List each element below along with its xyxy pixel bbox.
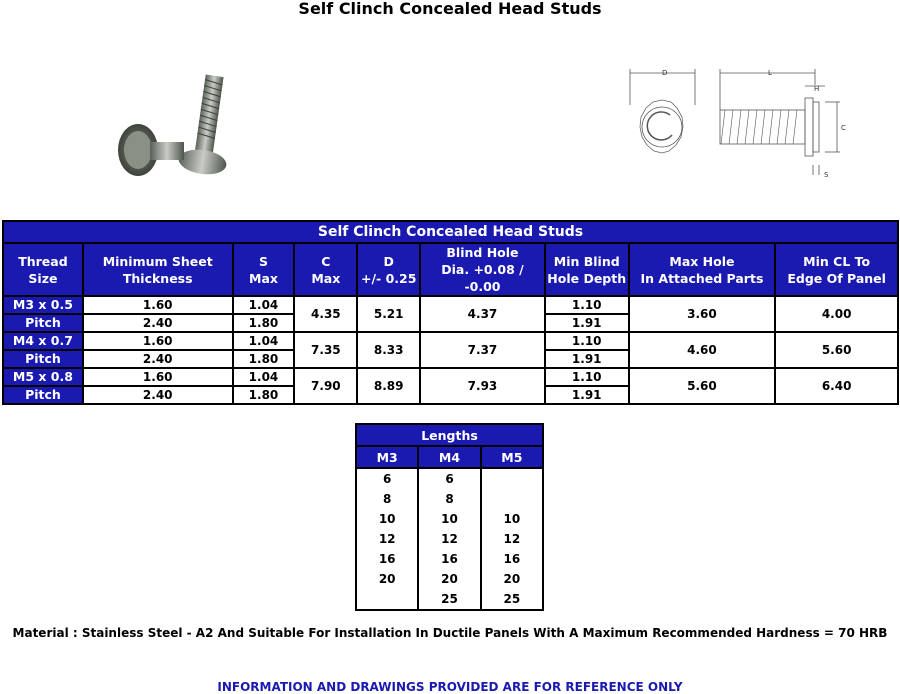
stud-photo [110,70,250,185]
s-max-cell: 1.80 [233,314,295,332]
c-max-cell: 4.35 [294,296,357,332]
thread-pitch: Pitch [3,350,83,368]
table-row [356,569,543,589]
col-header-max-hole: Max Hole In Attached Parts [629,243,776,296]
label-s: S [824,171,829,179]
table-row [356,468,543,489]
stud-technical-drawing [625,65,860,180]
col-header-thread: Thread Size [3,243,83,296]
table-row [3,368,898,386]
min-cl-cell: 6.40 [775,368,898,404]
table-row [3,296,898,314]
table-row [356,529,543,549]
s-max-cell: 1.80 [233,350,295,368]
blind-depth-cell: 1.91 [545,314,629,332]
thickness-cell: 1.60 [83,332,233,350]
specs-table [2,220,899,405]
length-cell [481,489,543,509]
thread-pitch: Pitch [3,386,83,404]
thickness-cell: 1.60 [83,368,233,386]
lengths-col-m4: M4 [418,446,480,468]
length-cell: 20 [481,569,543,589]
length-cell: 10 [356,509,418,529]
col-header-blind-hole: Blind Hole Dia. +0.08 / -0.00 [420,243,545,296]
col-header-s: S Max [233,243,295,296]
max-hole-cell: 3.60 [629,296,776,332]
lengths-col-m3: M3 [356,446,418,468]
max-hole-cell: 5.60 [629,368,776,404]
length-cell: 10 [418,509,480,529]
length-cell [481,468,543,489]
table-row [3,332,898,350]
label-c: C [841,124,846,132]
col-header-blind-depth: Min Blind Hole Depth [545,243,629,296]
max-hole-cell: 4.60 [629,332,776,368]
thickness-cell: 1.60 [83,296,233,314]
label-l: L [768,69,772,77]
blind-depth-cell: 1.10 [545,332,629,350]
length-cell [356,589,418,610]
thickness-cell: 2.40 [83,386,233,404]
label-d: D [662,69,668,77]
length-cell: 20 [356,569,418,589]
table-row [356,589,543,610]
length-cell: 25 [481,589,543,610]
length-cell: 6 [418,468,480,489]
label-h: H [814,85,820,93]
thickness-cell: 2.40 [83,350,233,368]
material-note: Material : Stainless Steel - A2 And Suitable For Installation In Ductile Panels With A Maximum Recommended Hardness = 70 HRB [12,626,888,640]
d-cell: 5.21 [357,296,420,332]
lengths-table [355,423,544,611]
length-cell: 12 [418,529,480,549]
d-cell: 8.89 [357,368,420,404]
thread-size: M4 x 0.7 [3,332,83,350]
s-max-cell: 1.04 [233,332,295,350]
blind-depth-cell: 1.91 [545,386,629,404]
min-cl-cell: 5.60 [775,332,898,368]
s-max-cell: 1.04 [233,296,295,314]
table-row [356,509,543,529]
length-cell: 25 [418,589,480,610]
blind-dia-cell: 7.93 [420,368,545,404]
table-row [356,489,543,509]
thickness-cell: 2.40 [83,314,233,332]
specs-table-caption: Self Clinch Concealed Head Studs [3,221,898,243]
lengths-table-caption: Lengths [356,424,543,446]
blind-dia-cell: 4.37 [420,296,545,332]
min-cl-cell: 4.00 [775,296,898,332]
blind-depth-cell: 1.10 [545,296,629,314]
page-title: Self Clinch Concealed Head Studs [298,0,602,18]
length-cell: 10 [481,509,543,529]
col-header-c: C Max [294,243,357,296]
s-max-cell: 1.80 [233,386,295,404]
blind-depth-cell: 1.10 [545,368,629,386]
length-cell: 16 [418,549,480,569]
blind-dia-cell: 7.37 [420,332,545,368]
table-row [356,549,543,569]
length-cell: 8 [356,489,418,509]
c-max-cell: 7.35 [294,332,357,368]
length-cell: 20 [418,569,480,589]
lengths-col-m5: M5 [481,446,543,468]
length-cell: 6 [356,468,418,489]
d-cell: 8.33 [357,332,420,368]
s-max-cell: 1.04 [233,368,295,386]
thread-size: M5 x 0.8 [3,368,83,386]
length-cell: 12 [481,529,543,549]
length-cell: 8 [418,489,480,509]
c-max-cell: 7.90 [294,368,357,404]
col-header-d: D +/- 0.25 [357,243,420,296]
length-cell: 12 [356,529,418,549]
thread-pitch: Pitch [3,314,83,332]
blind-depth-cell: 1.91 [545,350,629,368]
col-header-min-cl: Min CL To Edge Of Panel [775,243,898,296]
disclaimer: INFORMATION AND DRAWINGS PROVIDED ARE FOR REFERENCE ONLY [217,680,683,694]
col-header-thickness: Minimum Sheet Thickness [83,243,233,296]
thread-size: M3 x 0.5 [3,296,83,314]
length-cell: 16 [481,549,543,569]
length-cell: 16 [356,549,418,569]
